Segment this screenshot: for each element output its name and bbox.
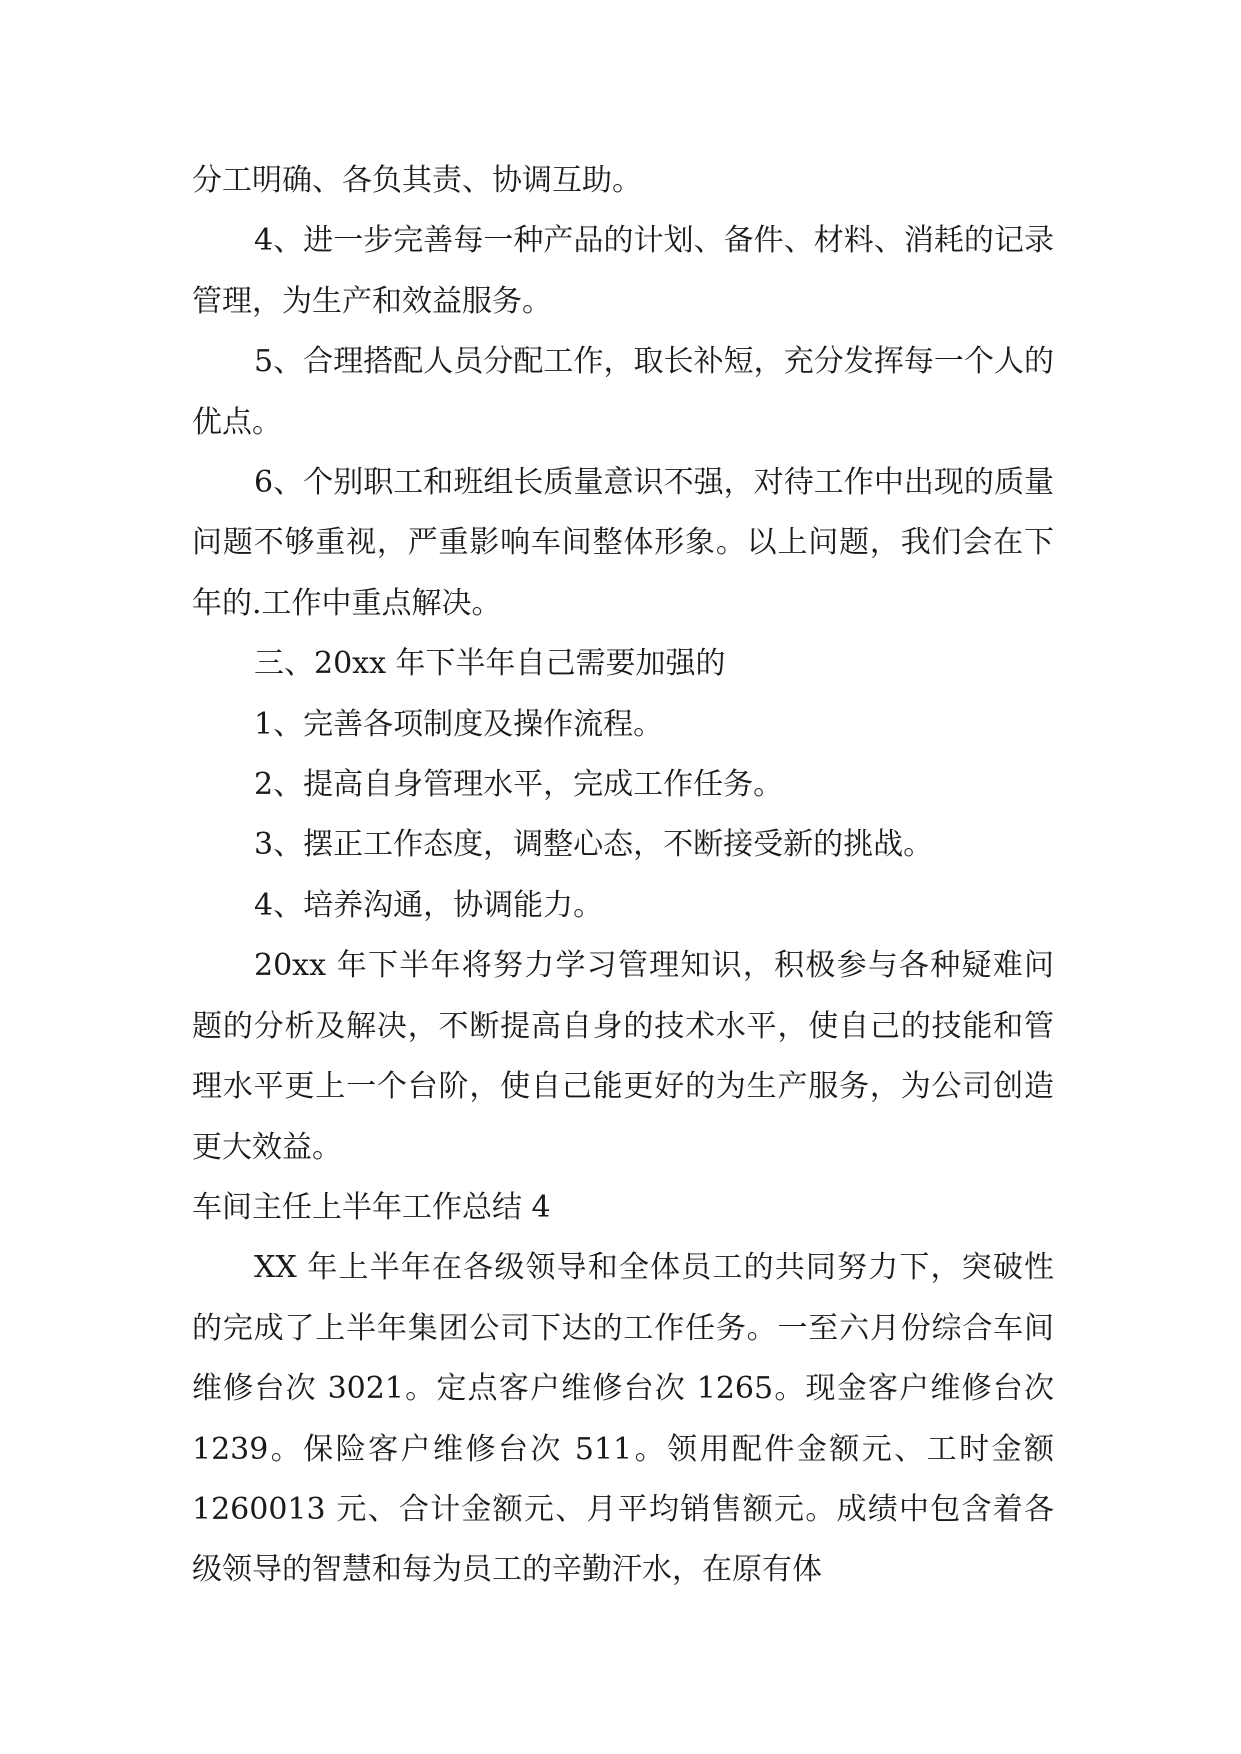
list-item-2: 2、提高自身管理水平，完成工作任务。: [254, 767, 784, 803]
paragraph-1: 分工明确、各负其责、协调互助。: [192, 163, 642, 198]
paragraph-2: 4、进一步完善每一种产品的计划、备件、材料、消耗的记录管理，为生产和效益服务。: [192, 223, 1054, 319]
list-item-4: 4、培养沟通，协调能力。: [254, 887, 604, 923]
list-item-1: 1、完善各项制度及操作流程。: [254, 706, 664, 742]
section-heading-3: 三、20xx 年下半年自己需要加强的: [254, 646, 726, 682]
paragraph-summary: XX 年上半年在各级领导和全体员工的共同努力下，突破性的完成了上半年集团公司下达的工作任务。一至六月份综合车间维修台次 3021。定点客户维修台次 1265。现金客户维修台次 1239。保险客户维修台次 511。领用配件金额元、工时金额 1260013 元、合计金额元、月平均销售额元。成绩中包含着各级领导的智慧和每为员工的辛勤汗水，在原有体: [192, 1250, 1054, 1588]
document-body: [192, 151, 1054, 1601]
paragraph-3: 5、合理搭配人员分配工作，取长补短，充分发挥每一个人的优点。: [192, 344, 1054, 440]
list-item-3: 3、摆正工作态度，调整心态，不断接受新的挑战。: [254, 827, 934, 863]
article-title: 车间主任上半年工作总结 4: [192, 1189, 551, 1225]
paragraph-4: 6、个别职工和班组长质量意识不强，对待工作中出现的质量问题不够重视，严重影响车间整体形象。以上问题，我们会在下年的.工作中重点解决。: [192, 465, 1054, 621]
paragraph-plan: 20xx 年下半年将努力学习管理知识，积极参与各种疑难问题的分析及解决，不断提高自身的技术水平，使自己的技能和管理水平更上一个台阶，使自己能更好的为生产服务，为公司创造更大效益。: [192, 948, 1054, 1165]
